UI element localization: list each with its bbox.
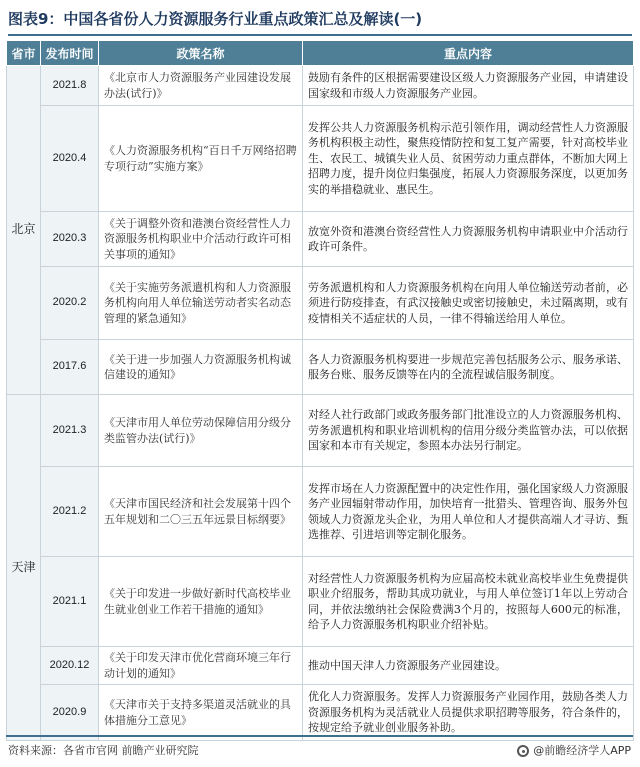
table-row <box>7 685 634 741</box>
policy-content-cell: 发挥市场在人力资源配置中的决定性作用，强化国家级人力资源服务产业园辐射带动作用，加快培育一批猎头、管理咨询、服务外包领域人力资源龙头企业，为用人单位和人才提供高端人才寻访、甄选推荐、引进培训等定制化服务。 <box>303 467 634 557</box>
table-row <box>7 647 634 685</box>
policy-name-cell: 《天津市关于支持多渠道灵活就业的具体措施分工意见》 <box>99 685 303 741</box>
policy-content-cell: 劳务派遣机构和人力资源服务机构在向用人单位输送劳动者前，必须进行防疫排查，有武汉接触史或密切接触史，未过隔离期，或有疫情相关不适症状的人员，一律不得输送给用人单位。 <box>303 267 634 340</box>
source-note: 资料来源：各省市官网 前瞻产业研究院 <box>8 744 199 757</box>
policy-name-cell: 《关于印发进一步做好新时代高校毕业生就业创业工作若干措施的通知》 <box>99 557 303 647</box>
header-name: 政策名称 <box>99 41 303 66</box>
date-cell: 2021.3 <box>41 395 99 467</box>
header-province: 省市 <box>7 41 41 66</box>
brand-label: @前瞻经济学人APP <box>533 744 631 757</box>
header-content: 重点内容 <box>303 41 634 66</box>
date-cell: 2020.4 <box>41 106 99 212</box>
date-cell: 2020.2 <box>41 267 99 340</box>
brand-logo-icon <box>517 745 529 757</box>
date-cell: 2017.6 <box>41 340 99 395</box>
date-cell: 2020.3 <box>41 212 99 267</box>
policy-name-cell: 《关于印发天津市优化营商环境三年行动计划的通知》 <box>99 647 303 685</box>
date-cell: 2021.1 <box>41 557 99 647</box>
policy-content-cell: 优化人力资源服务。发挥人力资源服务产业园作用，鼓励各类人力资源服务机构为灵活就业人员提供求职招聘等服务，符合条件的，按规定给予就业创业服务补助。 <box>303 685 634 741</box>
table-row <box>7 467 634 557</box>
policy-name-cell: 《人力资源服务机构“百日千万网络招聘专项行动”实施方案》 <box>99 106 303 212</box>
policy-name-cell: 《天津市国民经济和社会发展第十四个五年规划和二〇三五年远景目标纲要》 <box>99 467 303 557</box>
policy-content-cell: 对经营性人力资源服务机构为应届高校未就业高校毕业生免费提供职业介绍服务，帮助其成功就业，与用人单位签订1年以上劳动合同，并依法缴纳社会保险费满3个月的，按照每人600元的标准，给予人力资源服务机构职业介绍补贴。 <box>303 557 634 647</box>
table-row <box>7 106 634 212</box>
policy-name-cell: 《关于进一步加强人力资源服务机构诚信建设的通知》 <box>99 340 303 395</box>
province-cell-beijing: 北京 <box>7 66 41 395</box>
footer <box>6 735 633 763</box>
table-row <box>7 557 634 647</box>
policy-content-cell: 鼓励有条件的区根据需要建设区级人力资源服务产业园，申请建设国家级和市级人力资源服务产业园。 <box>303 66 634 106</box>
policy-table <box>6 40 634 741</box>
policy-name-cell: 《天津市用人单位劳动保障信用分级分类监管办法(试行)》 <box>99 395 303 467</box>
table-row <box>7 395 634 467</box>
date-cell: 2021.8 <box>41 66 99 106</box>
policy-content-cell: 对经人社行政部门或政务服务部门批准设立的人力资源服务机构、劳务派遣机构和职业培训机构的信用分级分类监管办法，可以依据国家和本市有关规定，参照本办法另行制定。 <box>303 395 634 467</box>
table-header-row <box>7 41 634 66</box>
policy-name-cell: 《北京市人力资源服务产业园建设发展办法(试行)》 <box>99 66 303 106</box>
table-title: 图表9：中国各省份人力资源服务行业重点政策汇总及解读(一) <box>8 4 632 36</box>
date-cell: 2020.12 <box>41 647 99 685</box>
brand-credit <box>517 739 631 763</box>
policy-name-cell: 《关于实施劳务派遣机构和人力资源服务机构向用人单位输送劳动者实名动态管理的紧急通知》 <box>99 267 303 340</box>
policy-content-cell: 各人力资源服务机构要进一步规范完善包括服务公示、服务承诺、服务台账、服务反馈等在内的全流程诚信服务制度。 <box>303 340 634 395</box>
policy-content-cell: 放宽外资和港澳台资经营性人力资源服务机构申请职业中介活动行政许可条件。 <box>303 212 634 267</box>
table-row <box>7 66 634 106</box>
date-cell: 2020.9 <box>41 685 99 741</box>
policy-name-cell: 《关于调整外资和港澳台资经营性人力资源服务机构职业中介活动行政许可相关事项的通知》 <box>99 212 303 267</box>
policy-content-cell: 推动中国天津人力资源服务产业园建设。 <box>303 647 634 685</box>
province-cell-tianjin: 天津 <box>7 395 41 741</box>
policy-content-cell: 发挥公共人力资源服务机构示范引领作用，调动经营性人力资源服务机构积极主动性，聚焦疫情防控和复工复产需要，针对高校毕业生、农民工、城镇失业人员、贫困劳动力重点群体，不断加大网上招聘力度，提升岗位归集强度，拓展人力资源服务深度，以更加务实的举措稳就业、惠民生。 <box>303 106 634 212</box>
header-date: 发布时间 <box>41 41 99 66</box>
table-row <box>7 340 634 395</box>
table-row <box>7 267 634 340</box>
table-row <box>7 212 634 267</box>
date-cell: 2021.2 <box>41 467 99 557</box>
